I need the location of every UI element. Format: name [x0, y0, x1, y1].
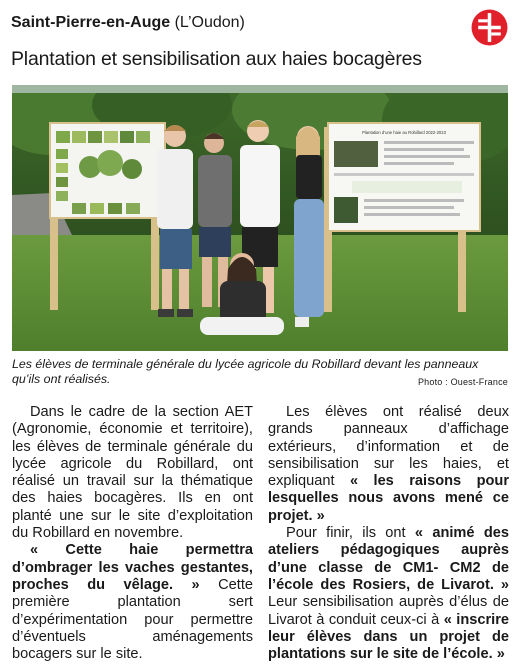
ouest-france-logo-icon	[471, 9, 508, 46]
paragraph-text: Pour finir, ils ont	[286, 525, 415, 542]
quote: « inscrire leur élèves dans un projet de plantations sur le site de l’école. »	[268, 611, 510, 663]
paragraph-text: Cette première plantation sert d’expérimentation pour permettre d’éventuels aménagements bocagers sur le site.	[12, 576, 253, 663]
locality-name: (L’Oudon)	[174, 14, 245, 31]
paragraph: Dans le cadre de la section AET (Agronomie, économie et territoire), les élèves de terminale générale du lycée agricole du Robillard, ont réalisé un travail sur la thématique des haies bocagères. Ils en ont planté une sur le site d’exploitation du Robillard en novembre.	[12, 404, 253, 542]
paragraph	[12, 542, 253, 663]
photo-caption: Les élèves de terminale générale du lycée agricole du Robillard devant les panneaux qu’ils ont réalisés.	[12, 357, 479, 386]
paragraph	[268, 404, 509, 525]
article-body-left	[12, 404, 253, 663]
town-name: Saint-Pierre-en-Auge	[11, 14, 171, 31]
article-headline: Plantation et sensibilisation aux haies bocagères	[11, 48, 422, 70]
quote: « les raisons pour lesquelles nous avons mené ce projet. »	[268, 473, 509, 524]
quote: « animé des ateliers pédagogiques auprès d’une classe de CM1- CM2 de l’école des Rosiers, de Livarot. »	[268, 525, 509, 593]
paragraph-text: Les élèves ont réalisé deux grands panneaux d’affichage extérieurs, d’information et de sensibilisation sur les haies, et expliquant	[268, 404, 509, 490]
article-body-right	[268, 404, 509, 663]
article-location	[11, 14, 245, 32]
quote: « Cette haie permettra d’ombrager les vaches gestantes, proches du vêlage. »	[12, 542, 253, 593]
photo-credit: Photo : Ouest-France	[417, 377, 508, 387]
paragraph	[268, 525, 509, 663]
panel-title: Plantation d’une haie au Robillard 2022-2023	[362, 130, 446, 135]
paragraph-text: Leur sensibilisation auprès d’élus de Livarot à conduit ceux-ci à	[268, 594, 509, 628]
article-photo	[12, 85, 508, 351]
